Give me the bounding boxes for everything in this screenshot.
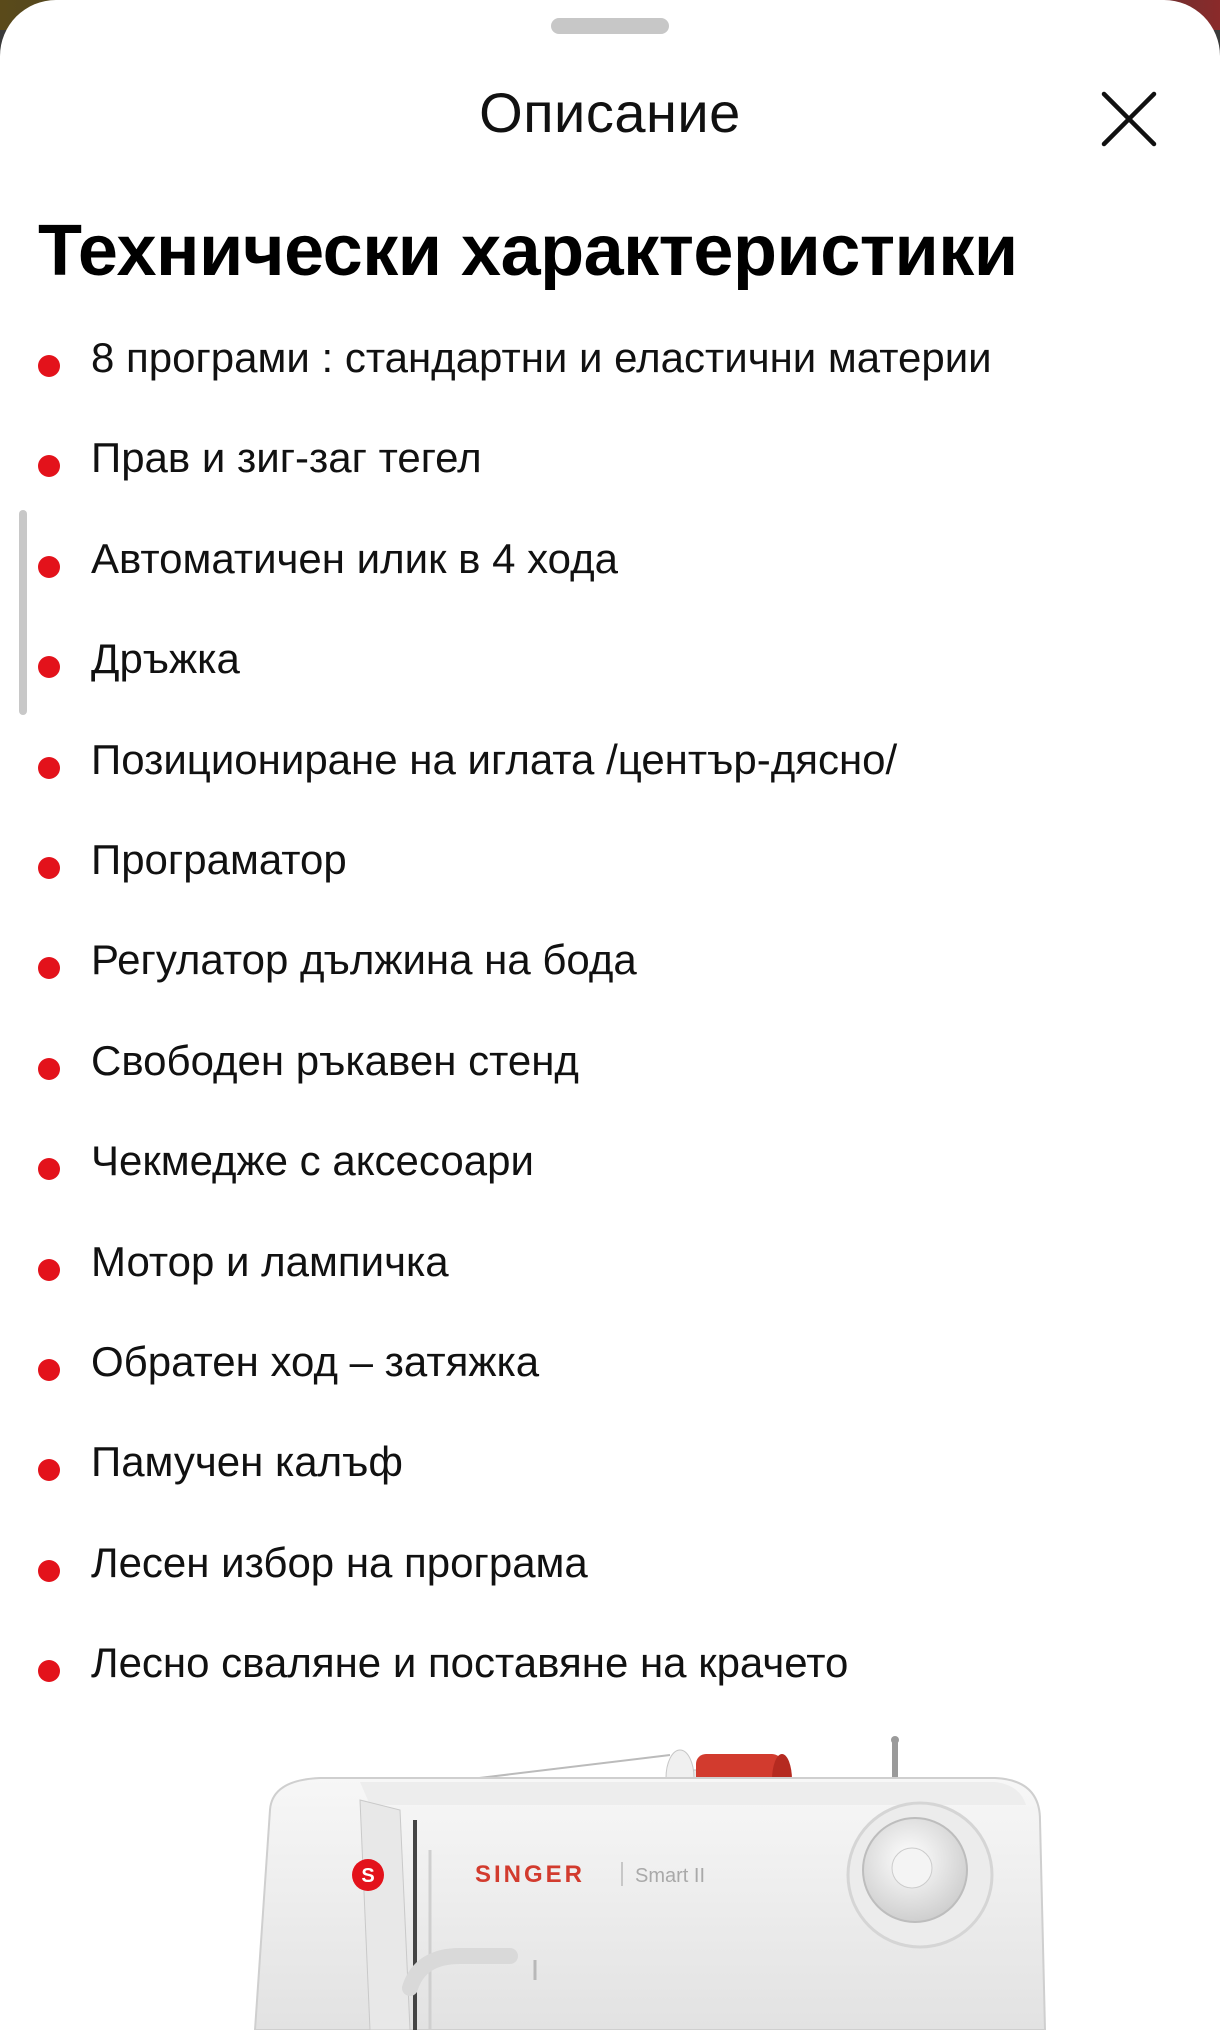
- spec-list-item: [0, 712, 1220, 812]
- close-icon: [1096, 86, 1162, 152]
- spec-list-item: [0, 1214, 1220, 1314]
- spec-list-item: [0, 611, 1220, 711]
- bullet-icon: [38, 757, 60, 779]
- spec-list-item: [0, 1113, 1220, 1213]
- bullet-icon: [38, 1259, 60, 1281]
- bullet-icon: [38, 857, 60, 879]
- spec-list-item: [0, 1013, 1220, 1113]
- spec-text: Памучен калъф: [91, 1438, 403, 1486]
- bullet-icon: [38, 656, 60, 678]
- spec-text: Лесно сваляне и поставяне на крачето: [91, 1639, 849, 1687]
- bullet-icon: [38, 1660, 60, 1682]
- spec-text: Свободен ръкавен стенд: [91, 1036, 579, 1084]
- sewing-machine-icon: [250, 1730, 1060, 2030]
- spec-list-item: [0, 1414, 1220, 1514]
- bullet-icon: [38, 1158, 60, 1180]
- spec-text: Мотор и лампичка: [91, 1237, 449, 1285]
- sheet-title: Описание: [479, 81, 741, 144]
- bullet-icon: [38, 957, 60, 979]
- spec-list: [0, 310, 1220, 1715]
- bullet-icon: [38, 1459, 60, 1481]
- section-title: Технически характеристики: [38, 211, 1018, 291]
- spec-text: Обратен ход – затяжка: [91, 1337, 540, 1385]
- spec-text: Позициониране на иглата /център-дясно/: [91, 735, 898, 783]
- brand-logo-letter: S: [361, 1865, 375, 1887]
- spec-list-item: [0, 812, 1220, 912]
- model-name: Smart II: [635, 1865, 706, 1887]
- close-button[interactable]: [1096, 86, 1162, 152]
- spec-text: Лесен избор на програма: [91, 1538, 588, 1586]
- sheet-grabber-handle[interactable]: [551, 18, 669, 34]
- spec-list-item: [0, 912, 1220, 1012]
- bullet-icon: [38, 1359, 60, 1381]
- spec-text: Програматор: [91, 835, 347, 883]
- spec-text: Чекмедже с аксесоари: [91, 1137, 534, 1185]
- spec-list-item: [0, 1615, 1220, 1715]
- brand-name: SINGER: [475, 1861, 586, 1888]
- spec-list-item: [0, 410, 1220, 510]
- product-image-sewing-machine: [250, 1730, 1060, 2030]
- bullet-icon: [38, 455, 60, 477]
- spec-list-item: [0, 511, 1220, 611]
- bullet-icon: [38, 1560, 60, 1582]
- spec-text: Дръжка: [91, 635, 240, 683]
- bullet-icon: [38, 355, 60, 377]
- spec-list-item: [0, 1515, 1220, 1615]
- spec-list-item: [0, 1314, 1220, 1414]
- spec-text: Автоматичен илик в 4 хода: [91, 534, 618, 582]
- spec-text: Регулатор дължина на бода: [91, 936, 637, 984]
- bullet-icon: [38, 556, 60, 578]
- spec-text: Прав и зиг-заг тегел: [91, 434, 482, 482]
- spec-list-item: [0, 310, 1220, 410]
- spec-text: 8 програми : стандартни и еластични материи: [91, 334, 992, 381]
- bullet-icon: [38, 1058, 60, 1080]
